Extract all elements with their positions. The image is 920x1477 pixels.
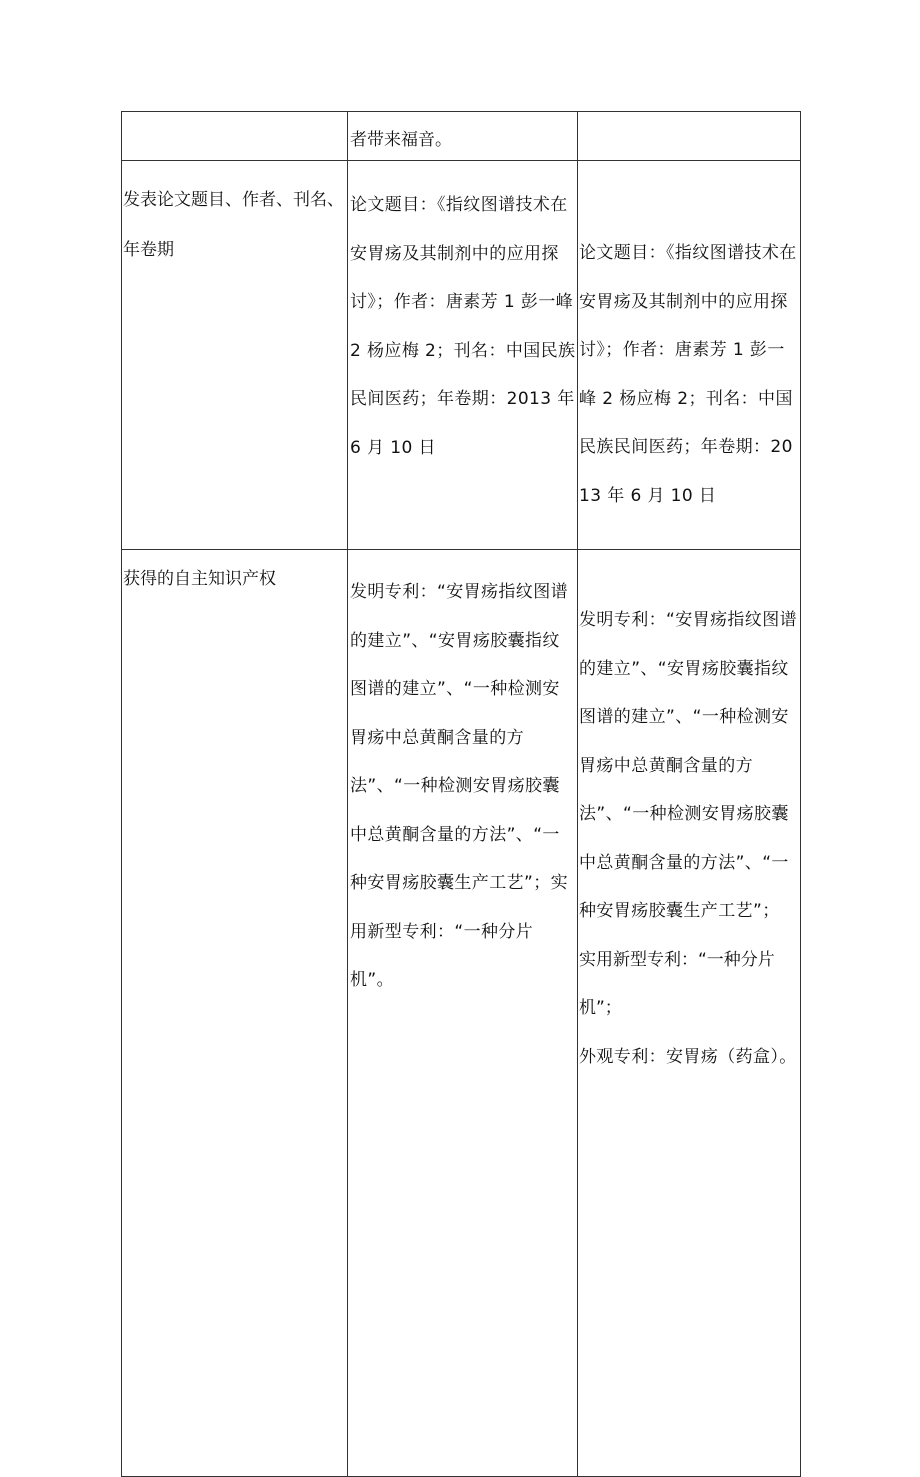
table-cell-label bbox=[122, 112, 348, 161]
paper-info: 论文题目：《指纹图谱技术在安胃疡及其制剂中的应用探讨》；作者：唐素芳 1 彭一峰 2 杨应梅 2；刊名：中国民族民间医药；年卷期：2013 年 6 月 10 日 bbox=[350, 195, 576, 458]
table-cell-label bbox=[122, 161, 348, 550]
table-row bbox=[122, 112, 801, 161]
table-row bbox=[122, 550, 801, 1477]
ip-info-design: 外观专利：安胃疡（药盒）。 bbox=[579, 1046, 797, 1067]
ip-label: 获得的自主知识产权 bbox=[123, 569, 276, 589]
table-cell-content bbox=[578, 112, 801, 161]
table-cell-content bbox=[348, 550, 578, 1477]
table-cell-content bbox=[578, 161, 801, 550]
table-cell-content bbox=[348, 112, 578, 161]
table-cell-label bbox=[122, 550, 348, 1477]
paper-info: 论文题目：《指纹图谱技术在安胃疡及其制剂中的应用探讨》；作者：唐素芳 1 彭一峰 2 杨应梅 2；刊名：中国民族民间医药；年卷期：2013 年 6 月 10 日 bbox=[579, 243, 797, 506]
ip-info: 发明专利：“安胃疡指纹图谱的建立”、“安胃疡胶囊指纹图谱的建立”、“一种检测安胃疡中总黄酮含量的方法”、“一种检测安胃疡胶囊中总黄酮含量的方法”、“一种安胃疡胶囊生产工艺”；实用新型专利：“一种分片机”。 bbox=[350, 582, 569, 990]
ip-info-utility: 实用新型专利：“一种分片机”； bbox=[579, 949, 775, 1018]
table-cell-content bbox=[348, 161, 578, 550]
paper-label: 发表论文题目、作者、刊名、年卷期 bbox=[123, 190, 344, 260]
cell-text: 者带来福音。 bbox=[350, 130, 452, 150]
table-row bbox=[122, 161, 801, 550]
info-table bbox=[121, 111, 801, 1477]
ip-info-invention: 发明专利：“安胃疡指纹图谱的建立”、“安胃疡胶囊指纹图谱的建立”、“一种检测安胃疡中总黄酮含量的方法”、“一种检测安胃疡胶囊中总黄酮含量的方法”、“一种安胃疡胶囊生产工艺”； bbox=[579, 610, 798, 921]
table-cell-content bbox=[578, 550, 801, 1477]
